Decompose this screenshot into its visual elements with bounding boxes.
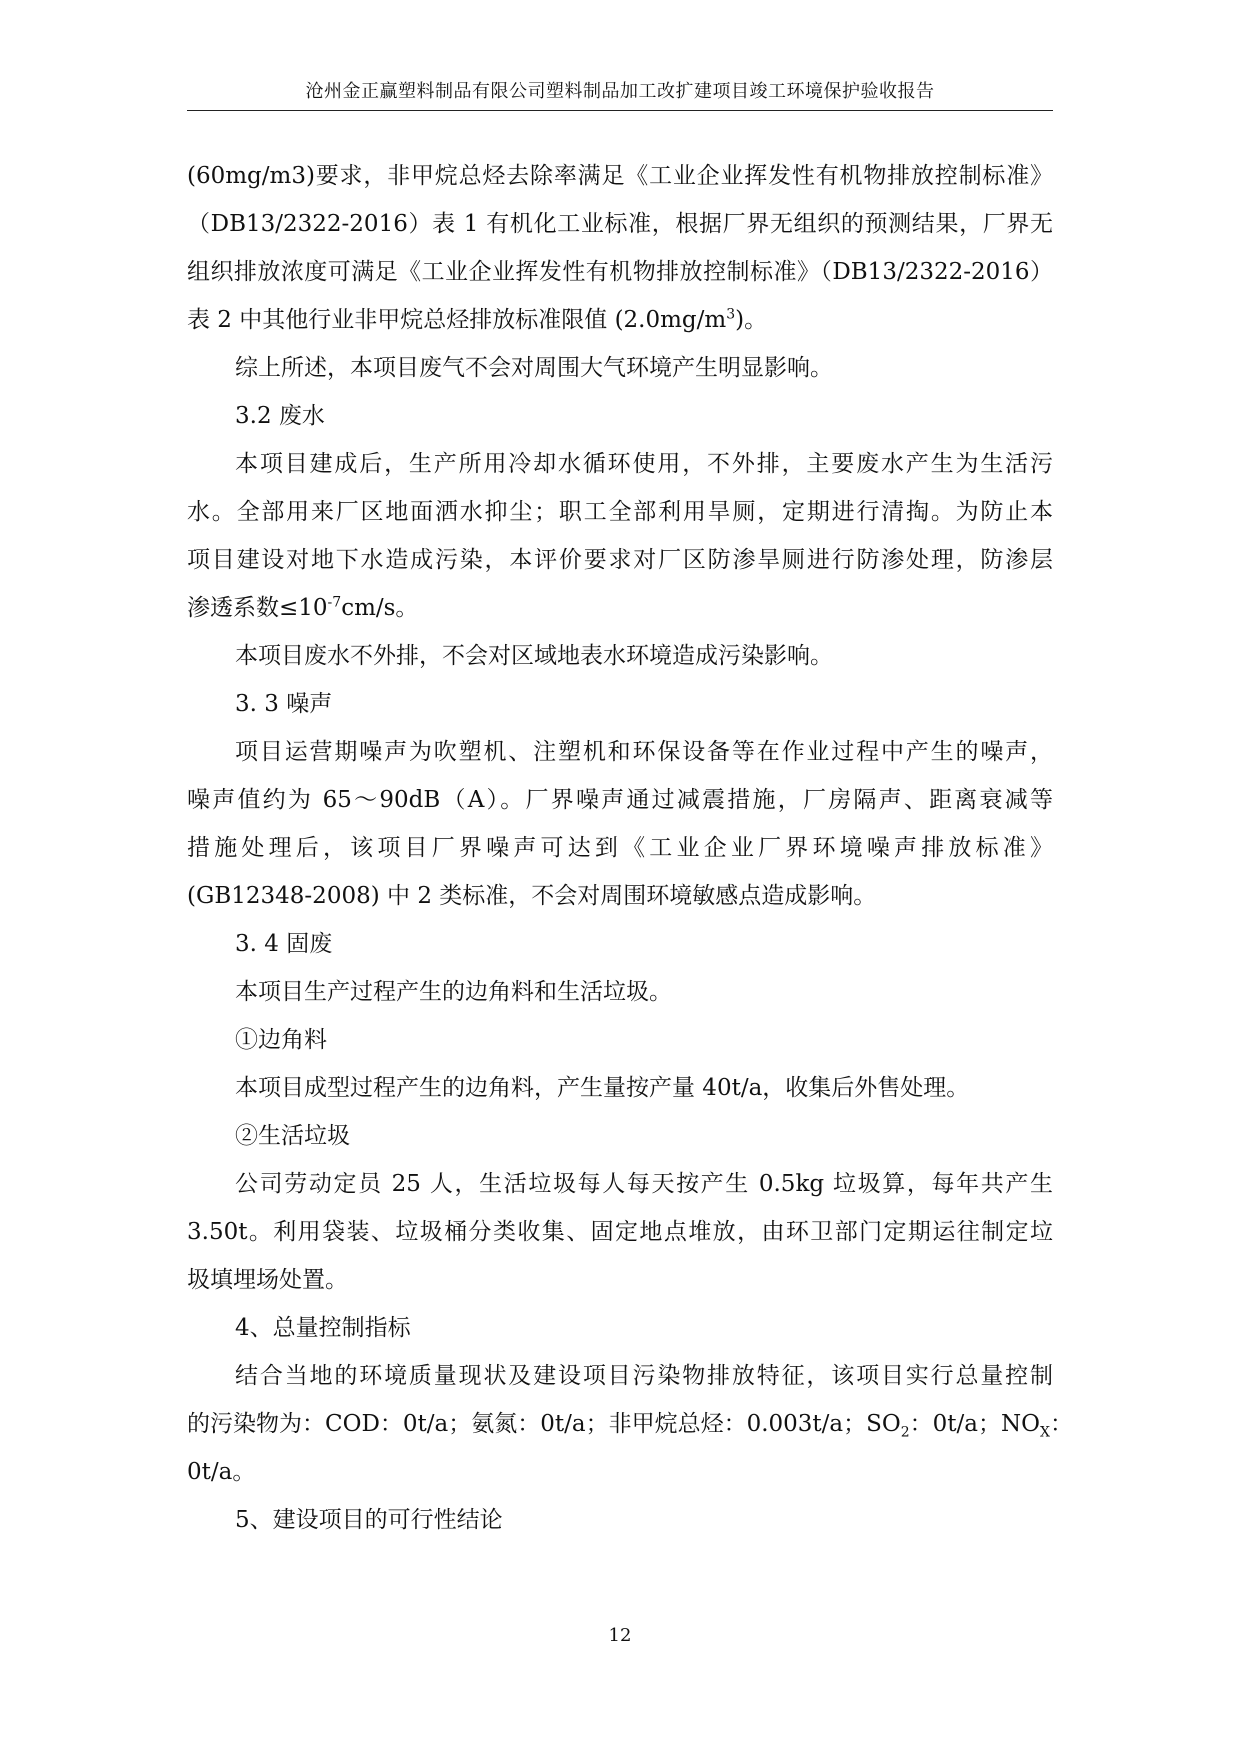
- paragraph-line: 噪声值约为 65～90dB（A）。厂界噪声通过减震措施，厂房隔声、距离衰减等: [187, 787, 1053, 813]
- subscript: 2: [900, 1424, 910, 1441]
- paragraph-line: 本项目建成后，生产所用冷却水循环使用，不外排，主要废水产生为生活污: [235, 451, 1053, 477]
- text-run: ：0t/a；NO: [909, 1411, 1040, 1437]
- paragraph-line: 本项目废水不外排，不会对区域地表水环境造成污染影响。: [235, 643, 833, 669]
- paragraph-line: 措施处理后，该项目厂界噪声可达到《工业企业厂界环境噪声排放标准》: [187, 835, 1053, 861]
- paragraph-line: [187, 1400, 1073, 1449]
- paragraph-line: (GB12348-2008) 中 2 类标准，不会对周围环境敏感点造成影响。: [187, 883, 877, 909]
- text-run: ：: [1049, 1411, 1073, 1437]
- paragraph-line: 项目建设对地下水造成污染，本评价要求对厂区防渗旱厕进行防渗处理，防渗层: [187, 547, 1053, 573]
- paragraph-line: 综上所述，本项目废气不会对周围大气环境产生明显影响。: [235, 355, 833, 381]
- paragraph-line: 本项目生产过程产生的边角料和生活垃圾。: [235, 979, 672, 1005]
- section-heading: 3. 4 固废: [235, 931, 333, 957]
- paragraph-line: 项目运营期噪声为吹塑机、注塑机和环保设备等在作业过程中产生的噪声，: [235, 739, 1053, 765]
- paragraph-line: 本项目成型过程产生的边角料，产生量按产量 40t/a，收集后外售处理。: [235, 1075, 970, 1101]
- superscript: 3: [726, 306, 736, 323]
- section-heading: 5、建设项目的可行性结论: [235, 1507, 503, 1533]
- header-divider: [187, 110, 1053, 111]
- paragraph-line: 组织排放浓度可满足《工业企业挥发性有机物排放控制标准》（DB13/2322-2016）: [187, 259, 1053, 285]
- paragraph-line: 公司劳动定员 25 人，生活垃圾每人每天按产生 0.5kg 垃圾算，每年共产生: [235, 1171, 1053, 1197]
- paragraph-line: [187, 296, 1053, 345]
- sub-heading: ①边角料: [235, 1027, 327, 1053]
- text-run: cm/s。: [341, 595, 419, 621]
- text-run: 表 2 中其他行业非甲烷总烃排放标准限值 (2.0mg/m: [187, 307, 727, 333]
- paragraph-line: [187, 584, 1053, 633]
- page-number: 12: [608, 1625, 632, 1646]
- text-run: 的污染物为：COD：0t/a；氨氮：0t/a；非甲烷总烃：0.003t/a；SO: [187, 1411, 901, 1437]
- subscript: X: [1039, 1424, 1050, 1441]
- paragraph-line: 3.50t。利用袋装、垃圾桶分类收集、固定地点堆放，由环卫部门定期运往制定垃: [187, 1219, 1053, 1245]
- running-header: 沧州金正赢塑料制品有限公司塑料制品加工改扩建项目竣工环境保护验收报告: [305, 81, 935, 102]
- text-run: )。: [735, 307, 768, 333]
- paragraph-line: 结合当地的环境质量现状及建设项目污染物排放特征，该项目实行总量控制: [235, 1363, 1053, 1389]
- paragraph-line: 圾填埋场处置。: [187, 1267, 348, 1293]
- superscript: -7: [327, 594, 342, 611]
- sub-heading: ②生活垃圾: [235, 1123, 350, 1149]
- paragraph-line: 水。全部用来厂区地面洒水抑尘；职工全部利用旱厕，定期进行清掏。为防止本: [187, 499, 1053, 525]
- section-heading: 3.2 废水: [235, 403, 325, 429]
- section-heading: 3. 3 噪声: [235, 691, 333, 717]
- paragraph-line: 0t/a。: [187, 1459, 256, 1485]
- paragraph-line: （DB13/2322-2016）表 1 有机化工业标准，根据厂界无组织的预测结果，厂界无: [187, 211, 1053, 237]
- section-heading: 4、总量控制指标: [235, 1315, 411, 1341]
- text-run: 渗透系数≤10: [187, 595, 328, 621]
- paragraph-line: (60mg/m3)要求，非甲烷总烃去除率满足《工业企业挥发性有机物排放控制标准》: [187, 163, 1053, 189]
